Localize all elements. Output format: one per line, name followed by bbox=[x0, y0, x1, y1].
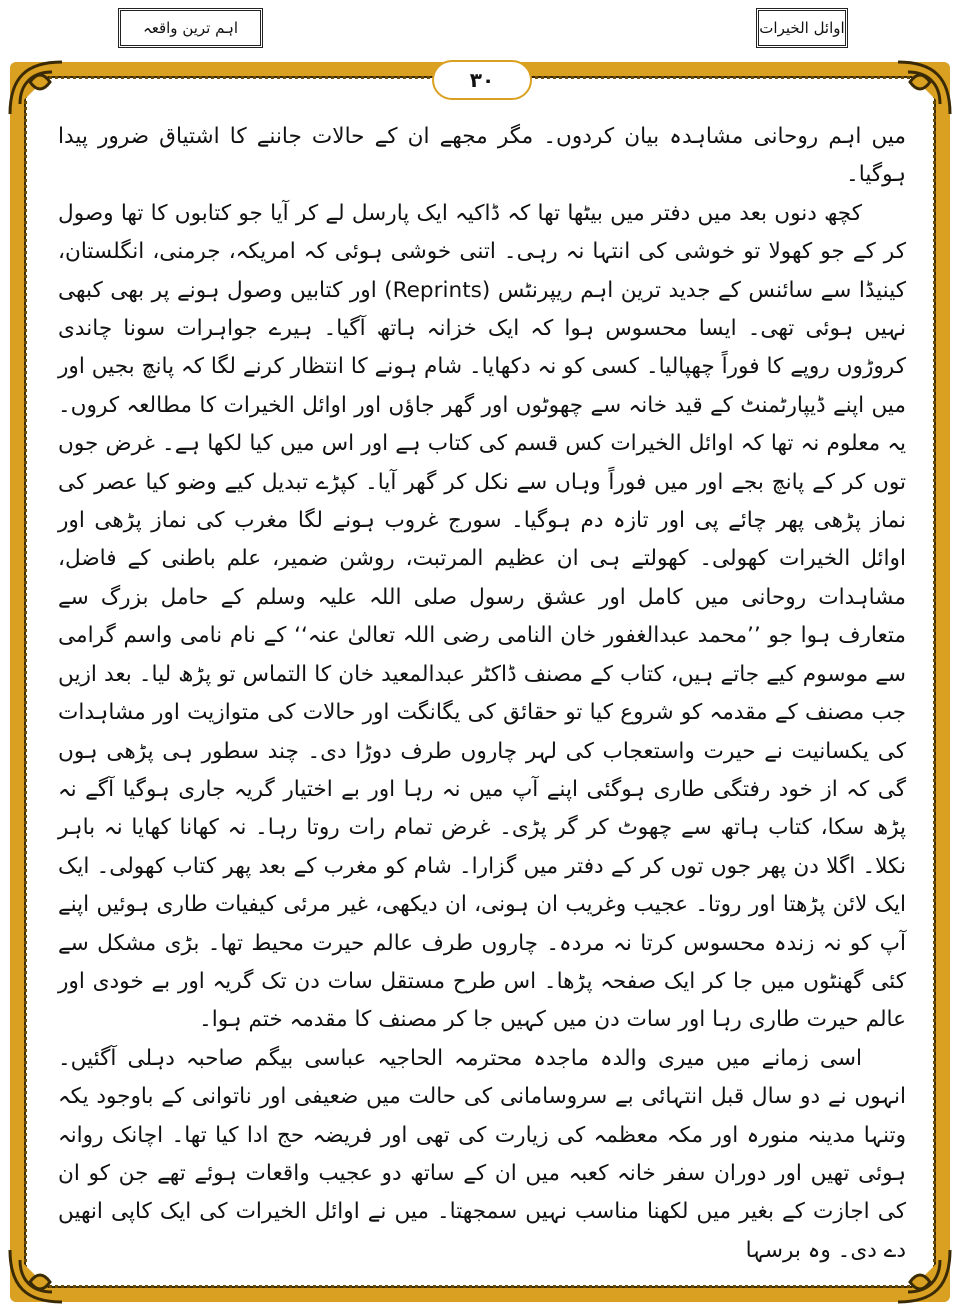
header-book-title bbox=[756, 8, 848, 48]
page-number-text: ۳۰ bbox=[469, 68, 495, 92]
paragraph: میں اہم روحانی مشاہدہ بیان کردوں۔ مگر مجھے ان کے حالات جاننے کا اشتیاق ضرور پیدا ہوگیا۔ bbox=[58, 124, 906, 188]
corner-ornament-icon bbox=[6, 58, 66, 118]
page-body bbox=[58, 118, 906, 1288]
corner-ornament-icon bbox=[894, 58, 954, 118]
header-chapter-title bbox=[118, 8, 263, 48]
header-book-title-text: اوائل الخیرات bbox=[759, 19, 845, 37]
paragraph: اسی زمانے میں میری والدہ ماجدہ محترمہ الحاجیہ عباسی بیگم صاحبہ دہلی آگئیں۔ انہوں نے دو سال قبل انتہائی بے سروسامانی کی حالت میں ضعیفی اور ناتوانی کے باوجود یکہ وتنہا مدینہ منورہ اور مکہ معظمہ کی زیارت کی تھی اور فریضہ حج ادا کیا تھا۔ اچانک روانہ ہوئی تھیں اور دوران سفر خانہ کعبہ میں ان کے ساتھ دو عجیب واقعات ہوئے تھے جن کو ان کی اجازت کے بغیر میں لکھنا مناسب نہیں سمجھتا۔ میں نے اوائل الخیرات کی ایک کاپی انھیں دے دی۔ وہ برسہا bbox=[58, 1045, 906, 1263]
page-number bbox=[432, 60, 532, 100]
corner-ornament-icon bbox=[6, 1246, 66, 1306]
header-chapter-title-text: اہم ترین واقعہ bbox=[142, 19, 239, 37]
paragraph: کچھ دنوں بعد میں دفتر میں بیٹھا تھا کہ ڈاکیہ ایک پارسل لے کر آیا جو کتابوں کا تھا وصول کر کے جو کھولا تو خوشی کی انتہا نہ رہی۔ اتنی خوشی ہوئی کہ امریکہ، جرمنی، انگلستان، کینیڈا سے سائنس کے جدید ترین اہم ریپرنٹس (Reprints) اور کتابیں وصول ہونے پر بھی کبھی نہیں ہوئی تھی۔ ایسا محسوس ہوا کہ ایک خزانہ ہاتھ آگیا۔ ہیرے جواہرات سونا چاندی کروڑوں روپے کا فوراً چھپالیا۔ کسی کو نہ دکھایا۔ شام ہونے کا انتظار کرنے لگا کہ پانچ بجیں اور میں اپنے ڈیپارٹمنٹ کے قید خانہ سے چھوٹوں اور گھر جاؤں اور اوائل الخیرات کا مطالعہ کروں۔ یہ معلوم نہ تھا کہ اوائل الخیرات کس قسم کی کتاب ہے اور اس میں کیا لکھا ہے۔ غرض جوں توں کر کے پانچ بجے اور میں فوراً وہاں سے نکل کر گھر آیا۔ کپڑے تبدیل کیے وضو کیا عصر کی نماز پڑھی پھر چائے پی اور تازہ دم ہوگیا۔ سورج غروب ہونے لگا مغرب کی نماز پڑھی اور اوائل الخیرات کھولی۔ کھولتے ہی ان عظیم المرتبت، روشن ضمیر، علم باطنی کے فاضل، مشاہدات روحانی میں کامل اور عشق رسول صلی اللہ علیہ وسلم کے حامل بزرگ سے متعارف ہوا جو ’’محمد عبدالغفور خان النامی رضی اللہ تعالیٰ عنہ‘‘ کے نام نامی واسم گرامی سے موسوم کیے جاتے ہیں، کتاب کے مصنف ڈاکٹر عبدالمعید خان کا التماس تو پڑھ لیا۔ بعد ازیں جب مصنف کے مقدمہ کو شروع کیا تو حقائق کی یگانگت اور حالات کی متوازیت اور مشاہدات کی یکسانیت نے حیرت واستعجاب کی لہر چاروں طرف دوڑا دی۔ چند سطور ہی پڑھی ہوں گی کہ از خود رفتگی طاری ہوگئی اپنے آپ میں نہ رہا اور بے اختیار گریہ جاری ہوگیا آگے نہ پڑھ سکا، کتاب ہاتھ سے چھوٹ کر گر پڑی۔ غرض تمام رات روتا رہا۔ نہ کھانا کھایا نہ باہر نکلا۔ اگلا دن پھر جوں توں کر کے دفتر میں گزارا۔ شام کو مغرب کے بعد پھر کتاب کھولی۔ ایک ایک لائن پڑھتا اور روتا۔ عجیب وغریب ان ہونی، ان دیکھی، غیر مرئی کیفیات طاری ہوئیں اپنے آپ کو نہ زندہ محسوس کرتا نہ مردہ۔ چاروں طرف عالم حیرت محیط تھا۔ بڑی مشکل سے کئی گھنٹوں میں جا کر ایک صفحہ پڑھا۔ اس طرح مستقل سات دن تک گریہ اور بے خودی اور عالم حیرت طاری رہا اور سات دن میں کہیں جا کر مصنف کا مقدمہ ختم ہوا۔ bbox=[58, 200, 906, 1033]
